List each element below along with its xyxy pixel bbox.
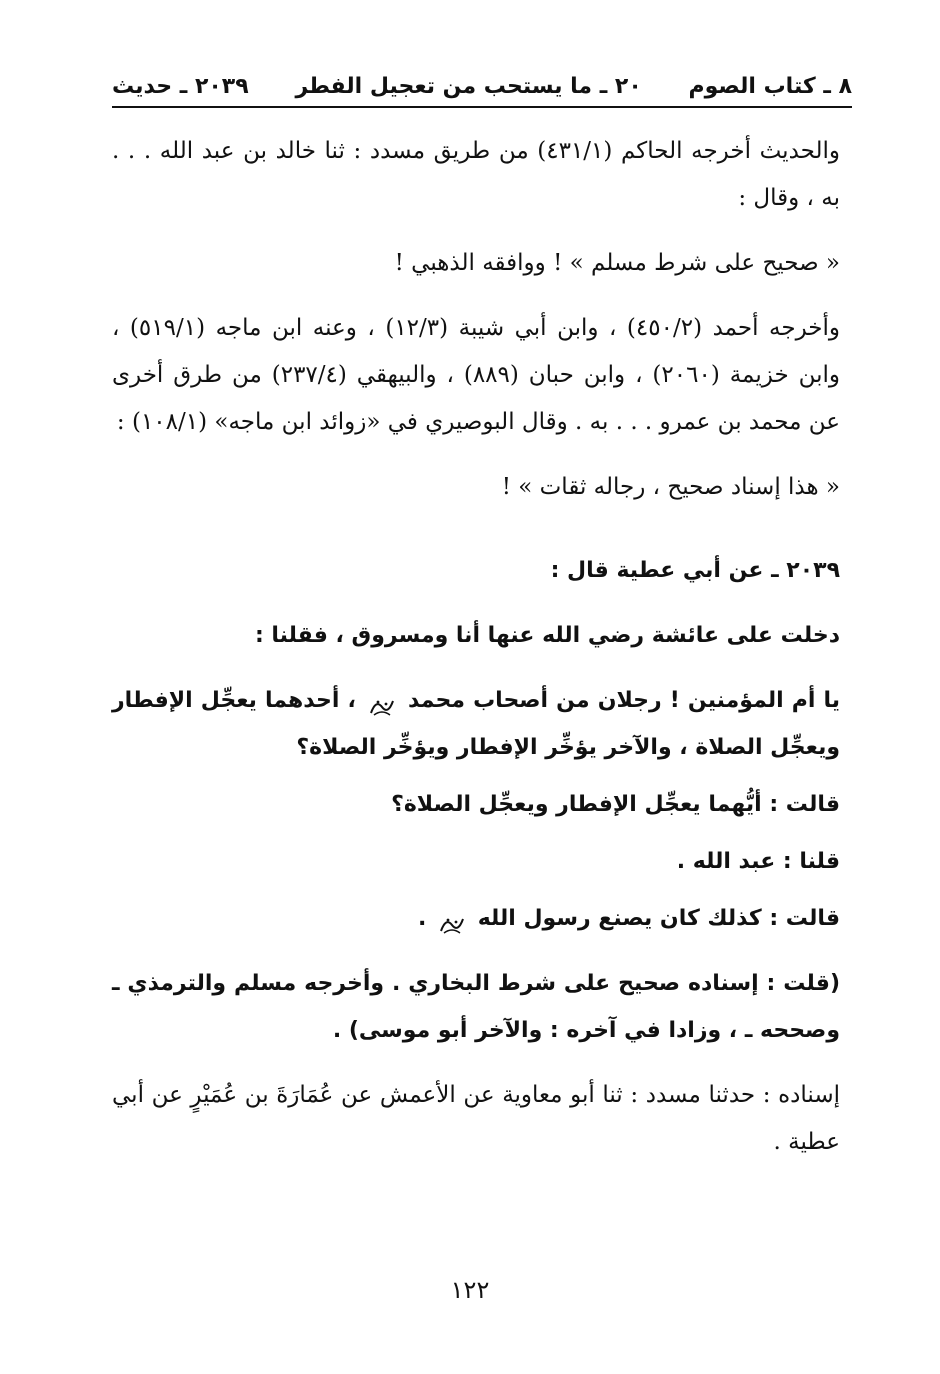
isnad-paragraph: إسناده : حدثنا مسدد : ثنا أبو معاوية عن الأعمش عن عُمَارَةَ بن عُمَيْرٍ عن أبي عطية . [112,1082,840,1155]
hadith-question-part2: ، أحدهما يعجِّل الإفطار ويعجِّل الصلاة ، والآخر يؤخِّر الإفطار ويؤخِّر الصلاة؟ [112,688,840,760]
hadith-reply-period: . [417,906,427,931]
hadith-answer-abdullah: قلنا : عبد الله . [676,849,840,874]
salawat-glyph-2 [438,913,466,937]
page-number: ١٢٢ [450,1276,490,1304]
running-header [112,66,852,108]
hadith-reply-text: قالت : كذلك كان يصنع رسول الله [477,906,840,931]
hadith-question-part1: يا أم المؤمنين ! رجلان من أصحاب محمد [408,688,840,713]
page-body [112,128,840,1166]
hadith-heading: ٢٠٣٩ ـ عن أبي عطية قال : [550,558,840,583]
hadith-text-entry: دخلت على عائشة رضي الله عنها أنا ومسروق ، فقلنا : [254,623,840,648]
salawat-icon-2 [438,907,466,931]
hadith-aisha-reply [112,895,840,942]
paragraph-quote-sahih-muslim: « صحيح على شرط مسلم » ! ووافقه الذهبي ! [394,250,840,276]
salawat-icon [368,689,396,713]
author-comment: (قلت : إسناده صحيح على شرط البخاري . وأخرجه مسلم والترمذي ـ وصححه ـ ، وزادا في آخره : والآخر أبو موسى) . [112,971,840,1043]
hadith-text-question [112,677,840,771]
header-section: ٢٠ ـ ما يستحب من تعجيل الفطر [295,73,642,99]
paragraph-ahmad-takhrij: وأخرجه أحمد (٤٥٠/٢) ، وابن أبي شيبة (١٢/٣) ، وعنه ابن ماجه (٥١٩/١) ، وابن خزيمة (٢٠٦٠) ، وابن حبان (٨٨٩) ، والبيهقي (٢٣٧/٤) من طرق أخرى عن محمد بن عمرو . . . به . وقال البوصيري في «زوائد ابن ماجه» (١٠٨/١) : [112,315,841,435]
header-hadith-range: ٢٠٣٩ ـ حديث [112,73,249,99]
header-chapter: ٨ ـ كتاب الصوم [688,73,852,99]
salawat-glyph [368,695,396,719]
hadith-aisha-question: قالت : أيُّهما يعجِّل الإفطار ويعجِّل الصلاة؟ [391,792,840,817]
paragraph-hakim-takhrij: والحديث أخرجه الحاكم (٤٣١/١) من طريق مسدد : ثنا خالد بن عبد الله . . . به ، وقال : [112,138,840,211]
paragraph-quote-busiri: « هذا إسناد صحيح ، رجاله ثقات » ! [501,474,840,500]
